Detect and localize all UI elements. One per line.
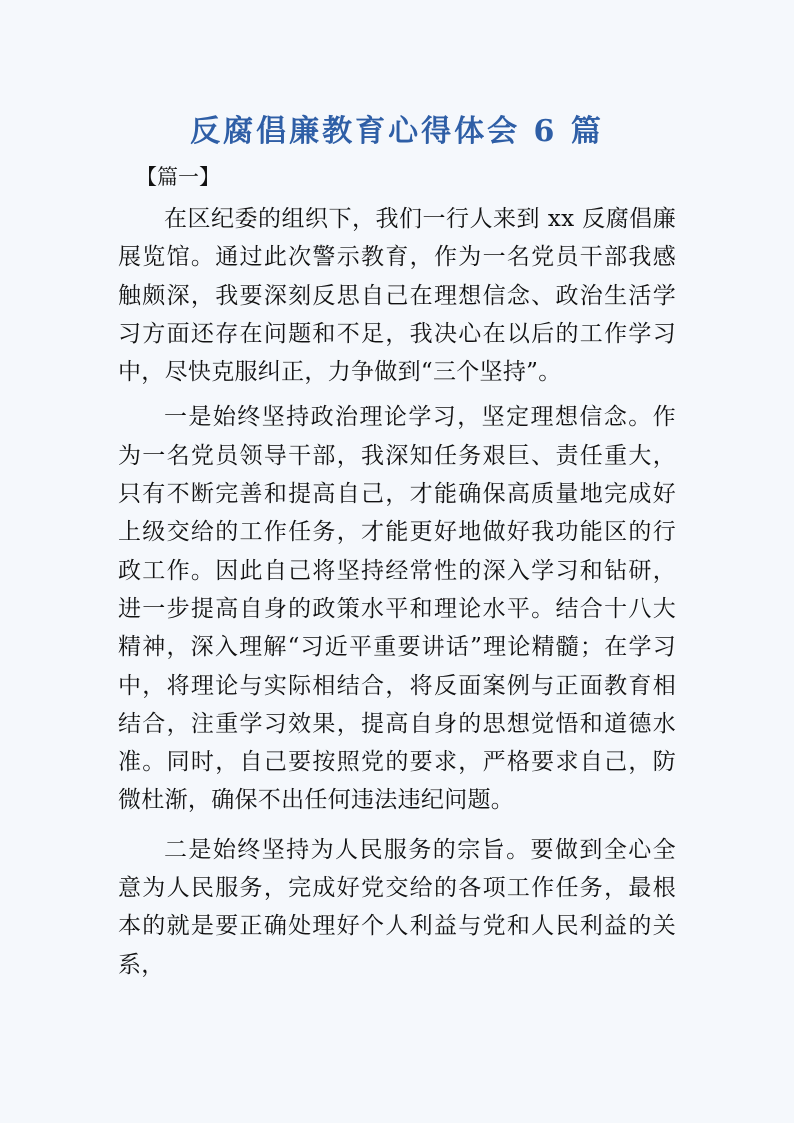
paragraph-2: 一是始终坚持政治理论学习，坚定理想信念。作为一名党员领导干部，我深知任务艰巨、责任重大，只有不断完善和提高自己，才能确保高质量地完成好上级交给的工作任务，才能更好地做好我功能区的行政工作。因此自己将坚持经常性的深入学习和钻研，进一步提高自身的政策水平和理论水平。结合十八大精神，深入理解“习近平重要讲话”理论精髓；在学习中，将理论与实际相结合，将反面案例与正面教育相结合，注重学习效果，提高自身的思想觉悟和道德水准。同时，自己要按照党的要求，严格要求自己，防微杜渐，确保不出任何违法违纪问题。 <box>118 404 676 814</box>
document-title: 反腐倡廉教育心得体会 6 篇 <box>190 114 604 149</box>
section-label: 【篇一】 <box>136 165 220 189</box>
paragraph-1: 在区纪委的组织下，我们一行人来到 xx 反腐倡廉展览馆。通过此次警示教育，作为一名党员干部我感触颇深，我要深刻反思自己在理想信念、政治生活学习方面还存在问题和不足，我决心在以后的工作学习中，尽快克服纠正，力争做到“三个坚持”。 <box>118 206 676 386</box>
paragraph-3: 二是始终坚持为人民服务的宗旨。要做到全心全意为人民服务，完成好党交给的各项工作任务，最根本的就是要正确处理好个人利益与党和人民利益的关系， <box>118 836 676 978</box>
